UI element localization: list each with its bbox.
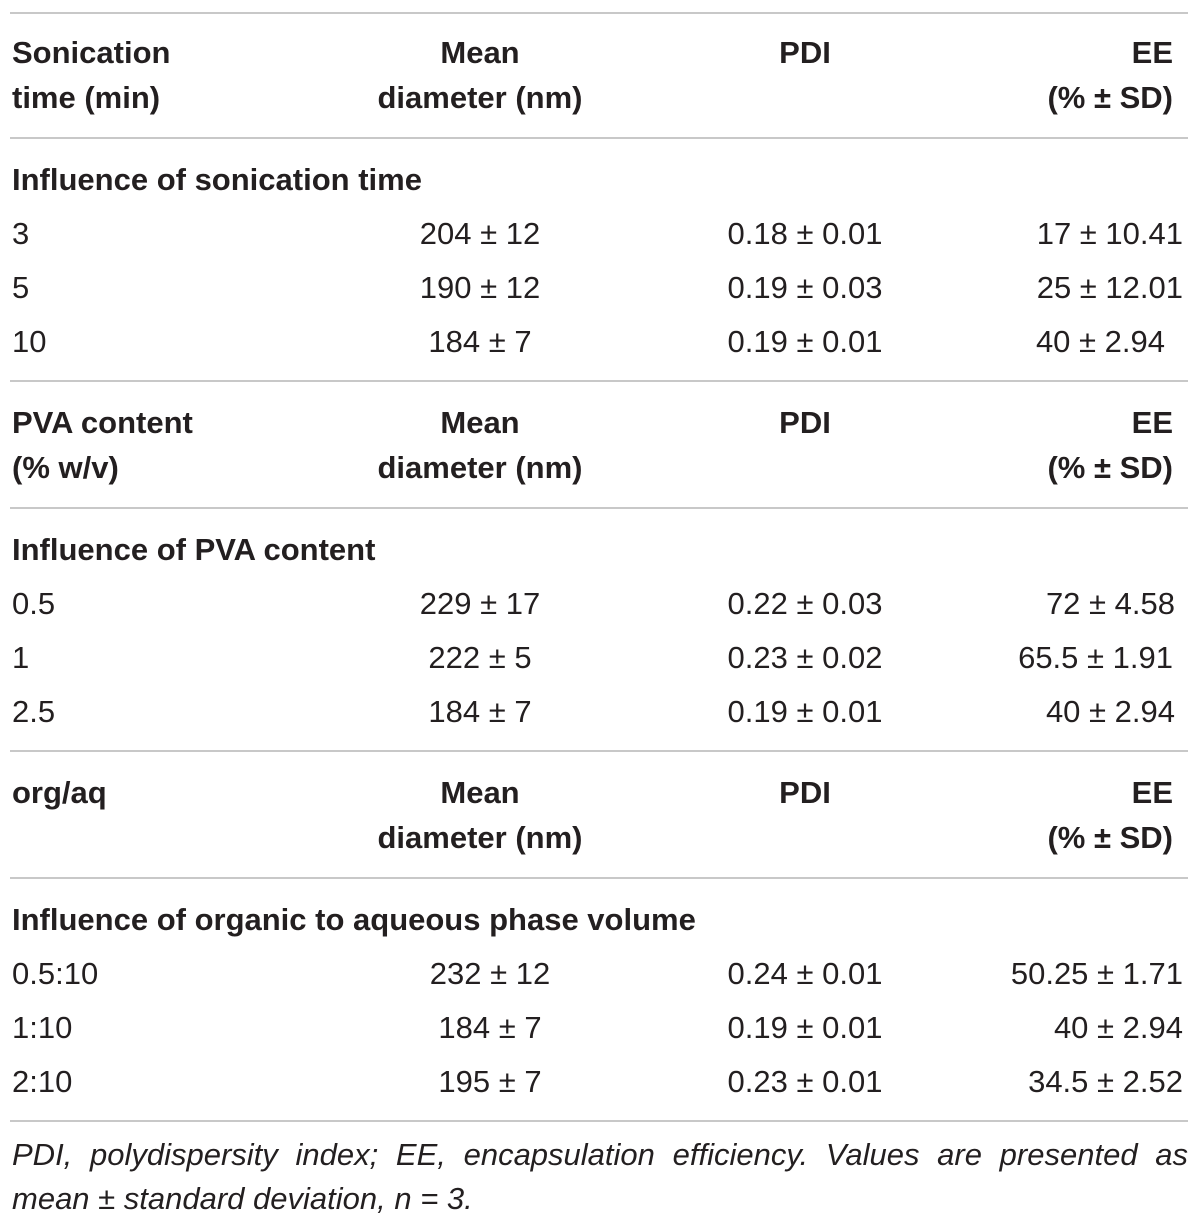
cell-pdi: 0.19 ± 0.03 bbox=[727, 270, 883, 305]
cell-ee: 25 ± 12.01 bbox=[1036, 270, 1183, 305]
cell-ee: 40 ± 2.94 bbox=[1053, 1010, 1183, 1045]
cell-param: 0.5:10 bbox=[12, 956, 99, 991]
cell-pdi: 0.24 ± 0.01 bbox=[727, 956, 883, 991]
table-footnote: PDI, polydispersity index; EE, encapsulation efficiency. Values are presented as mean ± standard deviation, n = 3. bbox=[12, 1137, 1188, 1216]
col-header-mean-line2: diameter (nm) bbox=[377, 820, 583, 855]
cell-pdi: 0.23 ± 0.01 bbox=[727, 1064, 883, 1099]
col-header-pdi: PDI bbox=[779, 775, 831, 810]
col-header-param: org/aq bbox=[12, 775, 107, 810]
cell-mean: 184 ± 7 bbox=[428, 324, 532, 359]
cell-pdi: 0.19 ± 0.01 bbox=[727, 694, 883, 729]
cell-mean: 184 ± 7 bbox=[438, 1010, 542, 1045]
col-header-ee-line2: (% ± SD) bbox=[1047, 450, 1173, 485]
col-header-mean: Mean bbox=[440, 35, 520, 70]
cell-pdi: 0.18 ± 0.01 bbox=[727, 216, 883, 251]
cell-param: 1 bbox=[12, 640, 30, 675]
cell-pdi: 0.23 ± 0.02 bbox=[727, 640, 883, 675]
col-header-param: PVA content bbox=[12, 405, 193, 440]
cell-param: 5 bbox=[12, 270, 30, 305]
col-header-mean: Mean bbox=[440, 775, 520, 810]
cell-mean: 229 ± 17 bbox=[419, 586, 541, 621]
col-header-ee: EE bbox=[1131, 775, 1173, 810]
col-header-mean-line2: diameter (nm) bbox=[377, 80, 583, 115]
cell-ee: 40 ± 2.94 bbox=[1045, 694, 1175, 729]
cell-param: 0.5 bbox=[12, 586, 56, 621]
col-header-ee: EE bbox=[1131, 405, 1173, 440]
cell-mean: 232 ± 12 bbox=[429, 956, 551, 991]
cell-pdi: 0.19 ± 0.01 bbox=[727, 324, 883, 359]
section-title: Influence of sonication time bbox=[12, 162, 422, 197]
section-2-header-rule bbox=[10, 507, 1188, 509]
cell-ee: 34.5 ± 2.52 bbox=[1028, 1064, 1183, 1099]
col-header-param-line2: time (min) bbox=[12, 80, 161, 115]
col-header-ee: EE bbox=[1131, 35, 1173, 70]
cell-mean: 222 ± 5 bbox=[428, 640, 532, 675]
section-3-header-rule bbox=[10, 877, 1188, 879]
cell-mean: 184 ± 7 bbox=[428, 694, 532, 729]
col-header-ee-line2: (% ± SD) bbox=[1047, 80, 1173, 115]
cell-param: 2.5 bbox=[12, 694, 56, 729]
cell-mean: 190 ± 12 bbox=[419, 270, 541, 305]
cell-param: 10 bbox=[12, 324, 47, 359]
cell-ee: 72 ± 4.58 bbox=[1045, 586, 1175, 621]
cell-param: 2:10 bbox=[12, 1064, 73, 1099]
col-header-ee-line2: (% ± SD) bbox=[1047, 820, 1173, 855]
section-1-header-rule bbox=[10, 137, 1188, 139]
cell-ee: 17 ± 10.41 bbox=[1036, 216, 1183, 251]
table-bottom-rule bbox=[10, 1120, 1188, 1122]
cell-param: 3 bbox=[12, 216, 30, 251]
cell-mean: 204 ± 12 bbox=[419, 216, 541, 251]
section-2-top-rule bbox=[10, 380, 1188, 382]
cell-param: 1:10 bbox=[12, 1010, 73, 1045]
section-title: Influence of PVA content bbox=[12, 532, 376, 567]
cell-mean: 195 ± 7 bbox=[438, 1064, 542, 1099]
col-header-mean-line2: diameter (nm) bbox=[377, 450, 583, 485]
table-top-rule bbox=[10, 12, 1188, 14]
col-header-mean: Mean bbox=[440, 405, 520, 440]
col-header-pdi: PDI bbox=[779, 405, 831, 440]
col-header-pdi: PDI bbox=[779, 35, 831, 70]
col-header-param: Sonication bbox=[12, 35, 171, 70]
cell-ee: 40 ± 2.94 bbox=[1035, 324, 1165, 359]
cell-pdi: 0.22 ± 0.03 bbox=[727, 586, 883, 621]
cell-ee: 50.25 ± 1.71 bbox=[1010, 956, 1183, 991]
col-header-param-line2: (% w/v) bbox=[12, 450, 119, 485]
cell-ee: 65.5 ± 1.91 bbox=[1018, 640, 1173, 675]
section-3-top-rule bbox=[10, 750, 1188, 752]
cell-pdi: 0.19 ± 0.01 bbox=[727, 1010, 883, 1045]
section-title: Influence of organic to aqueous phase volume bbox=[12, 902, 696, 937]
